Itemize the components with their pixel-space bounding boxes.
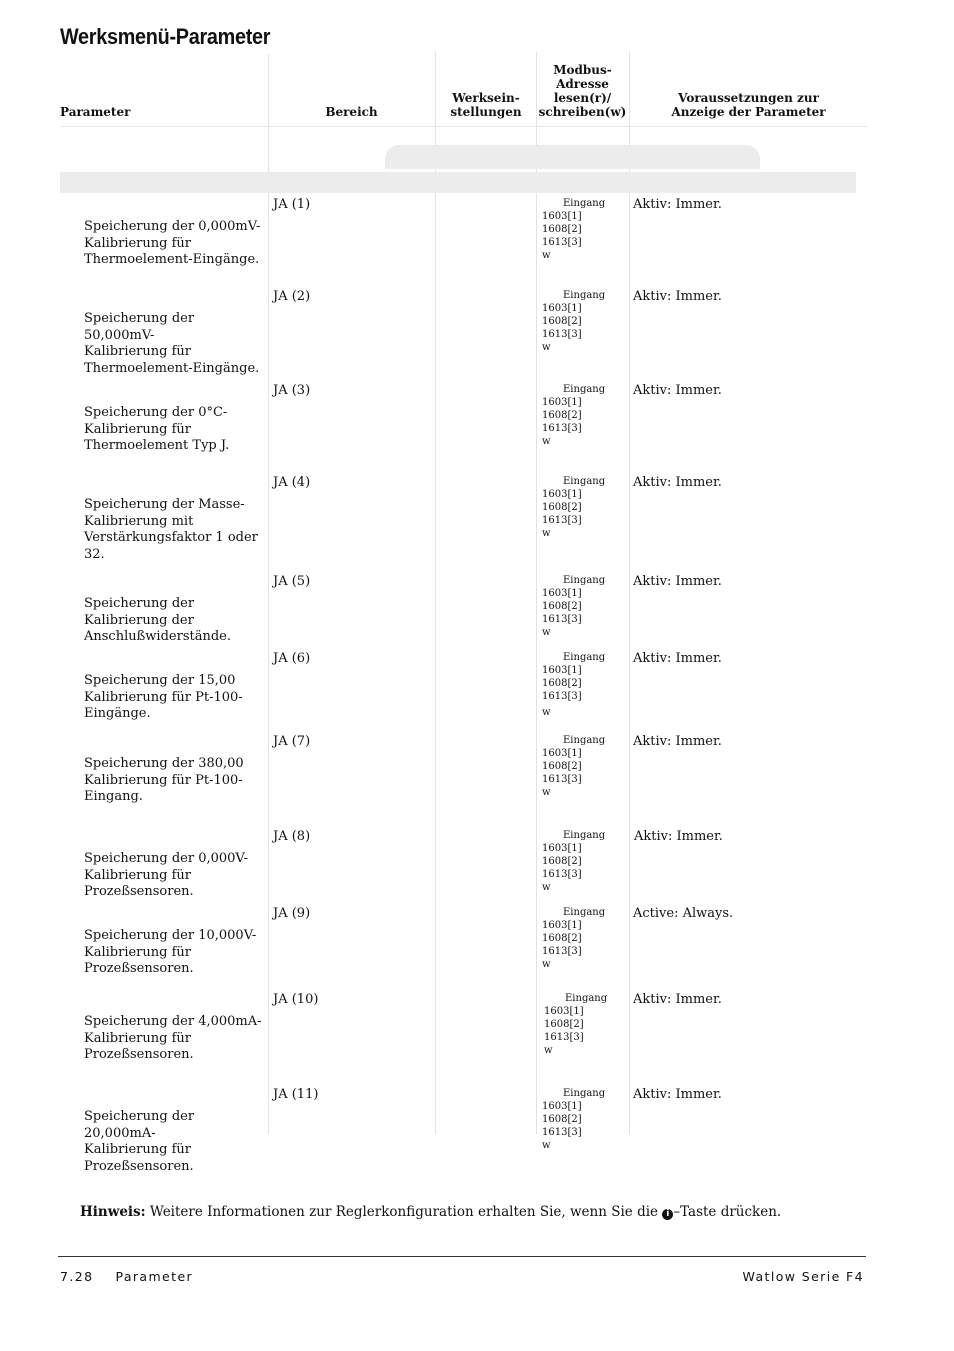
hint-text-after: –Taste drücken. — [673, 1204, 782, 1220]
row-range: JA (8) — [273, 829, 311, 844]
column-divider — [268, 54, 269, 1134]
hint-text-before: Weitere Informationen zur Reglerkonfiguration erhalten Sie, wenn Sie die — [145, 1204, 663, 1220]
row-requirement: Aktiv: Immer. — [634, 829, 723, 844]
row-description: Speicherung der 15,00 Kalibrierung für Pt-100- Eingänge. — [84, 673, 243, 721]
row-description: Speicherung der Kalibrierung der Anschlußwiderstände. — [84, 596, 231, 644]
row-modbus: Eingang 1603[1] 1608[2] 1613[3] w — [542, 476, 606, 539]
row-requirement: Aktiv: Immer. — [633, 475, 722, 490]
row-requirement: Aktiv: Immer. — [633, 651, 722, 666]
row-modbus: Eingang 1603[1] 1608[2] 1613[3] w — [542, 830, 606, 893]
row-requirement: Aktiv: Immer. — [633, 992, 722, 1007]
header-bereich: Bereich — [325, 105, 378, 119]
footer-section: Parameter — [115, 1269, 194, 1284]
row-description: Speicherung der Masse- Kalibrierung mit Verstärkungsfaktor 1 oder 32. — [84, 497, 258, 562]
row-range: JA (11) — [273, 1087, 319, 1102]
row-description: Speicherung der 10,000V- Kalibrierung für Prozeßsensoren. — [84, 928, 257, 976]
row-range: JA (1) — [273, 197, 311, 212]
row-description: Speicherung der 50,000mV- Kalibrierung für Thermoelement-Eingänge. — [84, 311, 260, 376]
row-requirement: Aktiv: Immer. — [633, 289, 722, 304]
footer-left — [60, 1269, 193, 1284]
row-description: Speicherung der 0,000V- Kalibrierung für Prozeßsensoren. — [84, 851, 249, 899]
row-modbus: Eingang 1603[1] 1608[2] 1613[3] w — [542, 290, 606, 353]
hint-note — [80, 1204, 781, 1220]
row-modbus: Eingang 1603[1] 1608[2] 1613[3] w — [542, 384, 606, 447]
column-divider — [536, 52, 537, 1134]
row-modbus: Eingang 1603[1] 1608[2] 1613[3] w — [544, 993, 608, 1056]
row-modbus: Eingang 1603[1] 1608[2] 1613[3] w — [542, 735, 606, 798]
row-range: JA (9) — [273, 906, 311, 921]
row-range: JA (6) — [273, 651, 311, 666]
row-requirement: Aktiv: Immer. — [633, 1087, 722, 1102]
info-icon: i — [662, 1209, 673, 1220]
header-parameter: Parameter — [60, 105, 131, 119]
row-requirement: Active: Always. — [633, 906, 734, 921]
footer-divider — [58, 1256, 866, 1257]
row-range: JA (2) — [273, 289, 311, 304]
header-voraussetzungen: Voraussetzungen zur Anzeige der Parameter — [671, 91, 826, 119]
row-description: Speicherung der 380,00 Kalibrierung für Pt-100- Eingang. — [84, 756, 244, 804]
row-description: Speicherung der 20,000mA- Kalibrierung für Prozeßsensoren. — [84, 1109, 195, 1174]
row-description: Speicherung der 0°C- Kalibrierung für Thermoelement Typ J. — [84, 405, 230, 453]
section-band — [60, 172, 856, 193]
row-range: JA (4) — [273, 475, 311, 490]
row-requirement: Aktiv: Immer. — [633, 197, 722, 212]
row-modbus: Eingang 1603[1] 1608[2] 1613[3] w — [542, 198, 606, 261]
footer-product: Watlow Serie F4 — [742, 1269, 864, 1284]
row-modbus: Eingang 1603[1] 1608[2] 1613[3] w — [542, 1088, 606, 1151]
row-description: Speicherung der 4,000mA- Kalibrierung für Prozeßsensoren. — [84, 1014, 262, 1062]
row-requirement: Aktiv: Immer. — [633, 383, 722, 398]
row-modbus: Eingang 1603[1] 1608[2] 1613[3] w — [542, 907, 606, 970]
page-number: 7.28 — [60, 1269, 94, 1284]
row-requirement: Aktiv: Immer. — [633, 734, 722, 749]
hint-label: Hinweis: — [80, 1204, 146, 1220]
page-title: Werksmenü-Parameter — [60, 24, 271, 49]
header-modbus: Modbus- Adresse lesen(r)/ schreiben(w) — [538, 63, 627, 119]
row-modbus: Eingang 1603[1] 1608[2] 1613[3] w — [542, 652, 606, 718]
row-description: Speicherung der 0,000mV- Kalibrierung für Thermoelement-Eingänge. — [84, 219, 261, 267]
header-divider — [60, 126, 868, 127]
row-modbus: Eingang 1603[1] 1608[2] 1613[3] w — [542, 575, 606, 638]
row-range: JA (3) — [273, 383, 311, 398]
row-range: JA (7) — [273, 734, 311, 749]
row-range: JA (5) — [273, 574, 311, 589]
row-requirement: Aktiv: Immer. — [633, 574, 722, 589]
row-range: JA (10) — [273, 992, 319, 1007]
header-werkseinstellungen: Werksein- stellungen — [450, 91, 522, 119]
column-divider — [435, 52, 436, 1134]
section-tab — [385, 145, 760, 169]
